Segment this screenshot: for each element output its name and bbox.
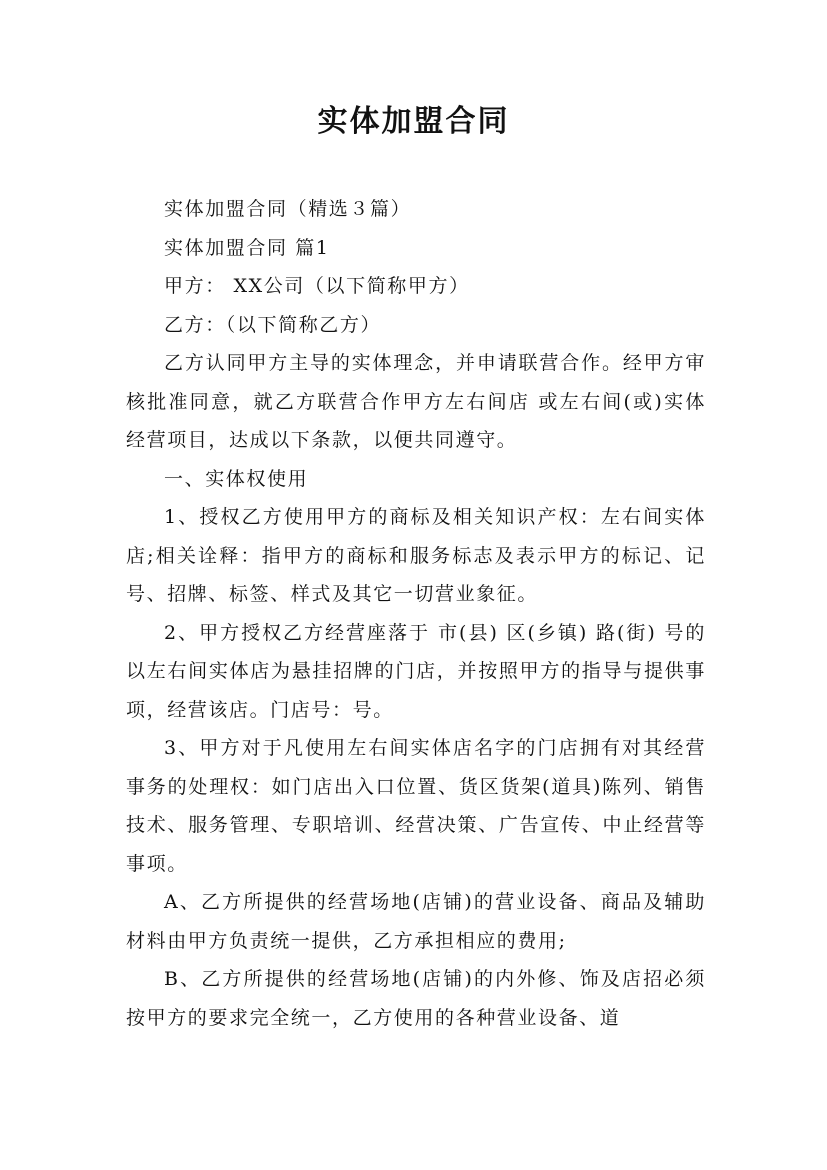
- paragraph-clause-heading: 一、实体权使用: [164, 467, 309, 490]
- paragraph-clause-3: 3、甲方对于凡使用左右间实体店名字的门店拥有对其经营事务的处理权：如门店出入口位置、货区货架(道具)陈列、销售技术、服务管理、专职培训、经营决策、广告宣传、中止经营等事项。: [126, 737, 706, 875]
- paragraph-party-b: 乙方：（以下简称乙方）: [164, 313, 382, 336]
- paragraph-clause-2: 2、甲方授权乙方经营座落于 市(县) 区(乡镇) 路(街) 号的以左右间实体店为悬挂招牌的门店，并按照甲方的指导与提供事项，经营该店。门店号：号。: [126, 621, 706, 721]
- paragraph-clause-a: A、乙方所提供的经营场地(店铺)的营业设备、商品及辅助材料由甲方负责统一提供，乙方承担相应的费用;: [126, 891, 706, 952]
- document-body: [126, 190, 706, 1037]
- paragraph-party-a: 甲方： XX公司（以下简称甲方）: [164, 275, 470, 297]
- paragraph-clause-1: 1、授权乙方使用甲方的商标及相关知识产权：左右间实体店;相关诠释：指甲方的商标和服务标志及表示甲方的标记、记号、招牌、标签、样式及其它一切营业象征。: [126, 506, 706, 605]
- paragraph-section-heading: 实体加盟合同 篇1: [164, 236, 330, 259]
- paragraph-clause-b: B、乙方所提供的经营场地(店铺)的内外修、饰及店招必须按甲方的要求完全统一，乙方使用的各种营业设备、道: [126, 968, 706, 1029]
- paragraph-intro: 乙方认同甲方主导的实体理念，并申请联营合作。经甲方审核批准同意，就乙方联营合作甲方左右间店 或左右间(或)实体经营项目，达成以下条款，以便共同遵守。: [126, 352, 706, 451]
- document-title: 实体加盟合同: [317, 104, 510, 139]
- paragraph-subtitle: 实体加盟合同（精选３篇）: [164, 198, 412, 220]
